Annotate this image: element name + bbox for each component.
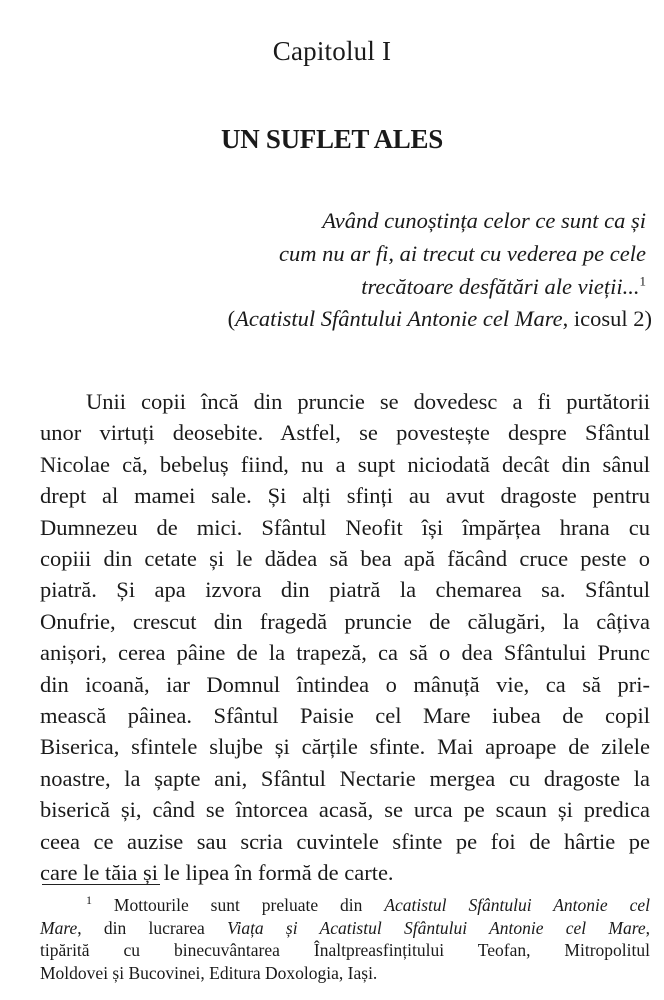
footnote-line: Moldovei și Bucovinei, Editura Doxologia, Iași. (40, 962, 378, 983)
body-line: ceea ce auzise sau scria cuvintele sfinte pe foi de hârtie pe (40, 828, 650, 854)
body-line: mească pâinea. Sfântul Paisie cel Mare iubea de copil (40, 703, 650, 729)
footnote-text: , (645, 917, 651, 938)
body-line: din icoană, iar Domnul întindea o mânuță vie, ca să pri- (40, 671, 650, 697)
body-line: Unii copii încă din pruncie se dovedesc a fi purtătorii (86, 389, 650, 414)
footnote-divider (42, 884, 160, 885)
body-line: noastre, la șapte ani, Sfântul Nectarie mergea cu dragoste la (40, 765, 650, 791)
footnote-number: 1 (86, 893, 92, 908)
footnote-line: tipărită cu binecuvântarea Înaltpreasfințitului Teofan, Mitropolitul (40, 940, 650, 960)
footnote-text: , din lucrarea (77, 917, 228, 938)
body-line: drept al mamei sale. Și alți sfinți au avut dragoste pentru (40, 483, 650, 509)
footnote-reference: 1 (639, 273, 646, 289)
footnote-text: Mottourile sunt preluate din (92, 895, 385, 915)
epigraph-line-text: trecătoare desfătări ale vieții... (361, 274, 640, 299)
body-line: Nicolae că, bebeluș fiind, nu a supt niciodată decât din sânul (40, 451, 650, 477)
epigraph-source (228, 306, 652, 332)
epigraph-line (106, 270, 646, 303)
epigraph-line: Având cunoștința celor ce sunt ca și (322, 208, 646, 233)
body-line: copiii din cetate și le dădea să bea apă făcând cruce peste o (40, 546, 650, 572)
body-line: Dumnezeu de mici. Sfântul Neofit își împărțea hrana cu (40, 514, 650, 540)
footnote-book-title: Mare (40, 917, 78, 938)
body-line: biserică și, când se întorcea acasă, se urca pe scaun și predica (40, 797, 650, 823)
body-line: care le tăia și le lipea în formă de carte. (40, 860, 394, 886)
source-open-paren: ( (227, 306, 236, 331)
body-line: Onufrie, crescut din fragedă pruncie de călugări, la câțiva (40, 608, 650, 634)
footnote-line (40, 894, 650, 917)
epigraph (106, 204, 646, 303)
body-line: Biserica, sfintele slujbe și cărțile sfinte. Mai aproape de zilele (40, 734, 650, 760)
footnote (40, 894, 650, 984)
epigraph-line: cum nu ar fi, ai trecut cu vederea pe cele (279, 241, 646, 266)
footnote-book-title: Viața și Acatistul Sfântului Antonie cel Mare (227, 917, 646, 938)
chapter-title: UN SUFLET ALES (221, 124, 443, 154)
body-line: unor virtuți deosebite. Astfel, se povestește despre Sfântul (40, 420, 650, 446)
source-title: Acatistul Sfântului Antonie cel Mare (235, 306, 563, 331)
source-rest: , icosul 2) (562, 306, 652, 331)
footnote-line (40, 917, 650, 940)
body-line: piatră. Și apa izvora din piatră la chemarea sa. Sfântul (40, 577, 650, 603)
body-paragraph (40, 386, 650, 889)
body-line: anișori, cerea pâine de la trapeză, ca să o dea Sfântului Prunc (40, 640, 650, 666)
footnote-book-title: Acatistul Sfântului Antonie cel (384, 895, 650, 915)
chapter-heading: Capitolul I (272, 36, 392, 66)
